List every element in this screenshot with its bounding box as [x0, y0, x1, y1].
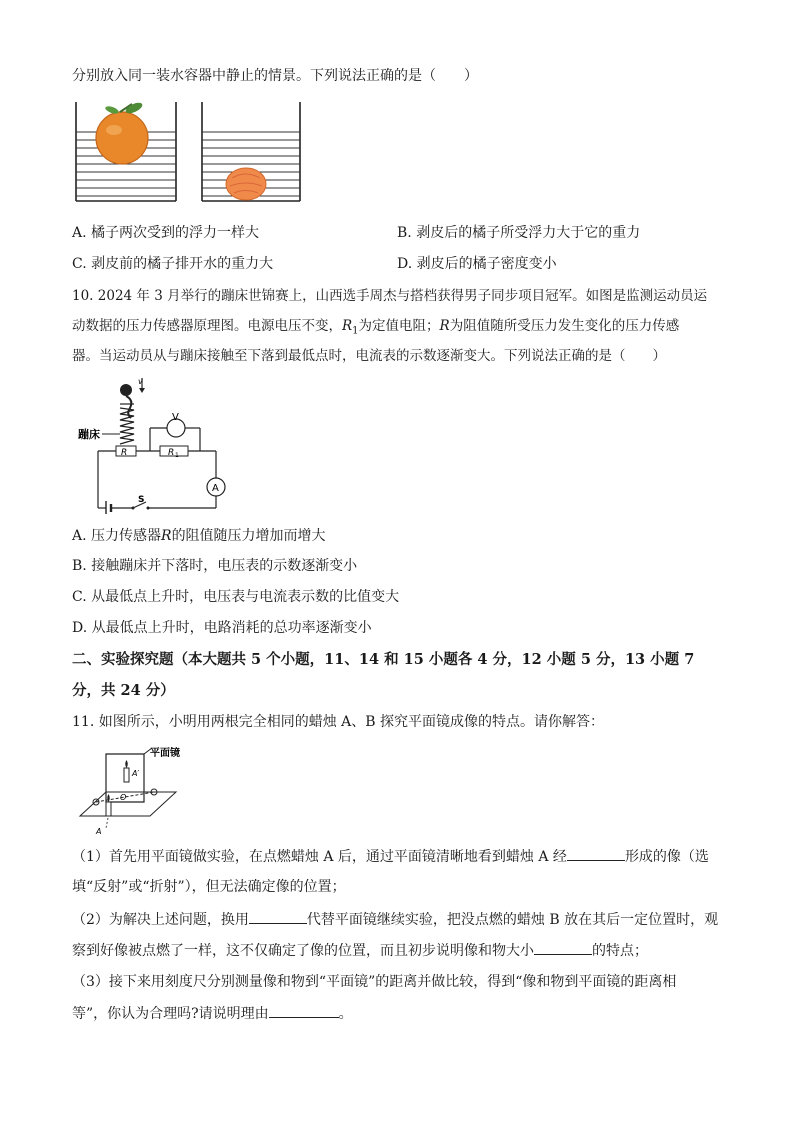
r1-label: R — [168, 448, 175, 458]
blank-1[interactable] — [567, 846, 625, 861]
q9-option-b: B. 剥皮后的橘子所受浮力大于它的重力 — [397, 225, 641, 241]
trampoline-label: 蹦床 — [78, 428, 100, 441]
question-9-stem-tail: 分别放入同一装水容器中静止的情景。下列说法正确的是（ ） — [72, 68, 478, 84]
peeled-orange — [226, 168, 266, 200]
circuit-figure — [76, 374, 236, 514]
q10-option-c: C. 从最低点上升时，电压表与电流表示数的比值变大 — [72, 589, 400, 605]
q9-option-a: A. 橘子两次受到的浮力一样大 — [72, 225, 260, 241]
blank-3[interactable] — [534, 940, 592, 955]
q9-option-d: D. 剥皮后的橘子密度变小 — [397, 256, 557, 272]
q11-part-2-line-2: 察到好像被点燃了一样，这不仅确定了像的位置，而且初步说明像和物大小 的特点； — [72, 940, 648, 961]
unpeeled-orange — [96, 112, 148, 164]
section-2-heading-line-2: 分，共 24 分） — [72, 682, 175, 699]
q10-option-a: A. 压力传感器R的阻值随压力增加而增大 — [72, 528, 326, 544]
voltmeter-label: V — [172, 412, 179, 423]
q11-part-3-line-1: （3）接下来用刻度尺分别测量像和物到“平面镜”的距离并做比较，得到“像和物到平面镜的距离相 — [72, 974, 677, 990]
q9-option-c: C. 剥皮前的橘子排开水的重力大 — [72, 256, 274, 272]
blank-2[interactable] — [249, 909, 307, 924]
section-2-heading-line-1: 二、实验探究题（本大题共 5 个小题，11、14 和 15 小题各 4 分，12 小题 5 分，13 小题 7 — [72, 651, 695, 668]
switch-label: S — [138, 495, 145, 505]
q11-part-1-line-1: （1）首先用平面镜做实验，在点燃蜡烛 A 后，通过平面镜清晰地看到蜡烛 A 经 形成的像（选 — [72, 846, 709, 867]
q10-stem-line-2: 动数据的压力传感器原理图。电源电压不变，$R_1$为定值电阻；R为阻值随所受压力发生变化的压力传感 — [72, 318, 680, 337]
q10-stem-line-3: 器。当运动员从与蹦床接触至下落到最低点时，电流表的示数逐渐变大。下列说法正确的是（ ） — [72, 348, 666, 364]
q11-part-3-line-2: 等”，你认为合理吗?请说明理由 。 — [72, 1003, 353, 1024]
q10-stem-line-1: 10. 2024 年 3 月举行的蹦床世锦赛上，山西选手周杰与搭档获得男子同步项目冠军。如图是监测运动员运 — [72, 288, 708, 304]
q10-option-d: D. 从最低点上升时，电路消耗的总功率逐渐变小 — [72, 620, 372, 636]
plane-mirror-figure — [76, 744, 194, 836]
q10-option-b: B. 接触蹦床并下落时，电压表的示数逐渐变小 — [72, 558, 358, 574]
mirror-label: 平面镜 — [150, 748, 180, 759]
q11-stem: 11. 如图所示，小明用两根完全相同的蜡烛 A、B 探究平面镜成像的特点。请你解答： — [72, 714, 605, 730]
candle-a-label: A — [96, 827, 102, 836]
blank-4[interactable] — [269, 1003, 339, 1018]
sensor-r-label: R — [121, 448, 128, 458]
beaker-left — [76, 101, 176, 201]
orange-beakers-figure — [72, 98, 304, 206]
image-a-prime-label: A′ — [132, 769, 140, 778]
svg-text:1: 1 — [175, 452, 179, 459]
velocity-label: v — [138, 377, 143, 386]
beaker-right — [202, 102, 300, 201]
point-o-label: O — [120, 793, 127, 802]
ammeter-label: A — [212, 483, 219, 494]
q11-part-2-line-1: （2）为解决上述问题，换用 代替平面镜继续实验，把没点燃的蜡烛 B 放在其后一定位置时，观 — [72, 909, 718, 930]
q11-part-1-line-2: 填“反射”或“折射”），但无法确定像的位置； — [72, 879, 346, 895]
